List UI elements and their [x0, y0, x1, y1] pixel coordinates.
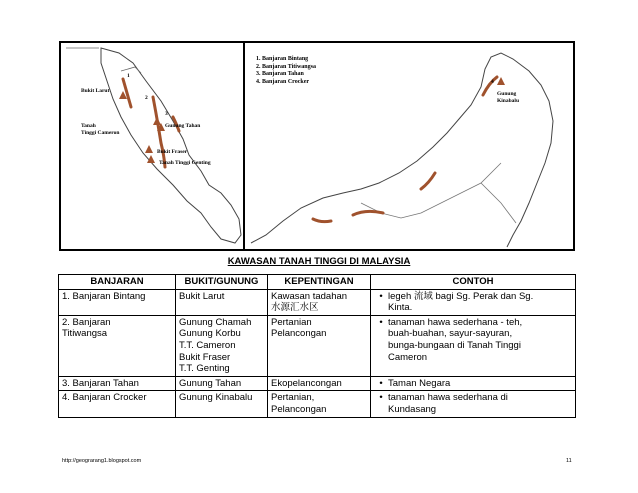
- label-tanah-tinggi-cameron: Tanah Tinggi Cameron: [81, 123, 120, 136]
- cell-contoh: • tanaman hawa sederhana di Kundasang: [371, 391, 576, 417]
- bullet-icon: •: [379, 377, 383, 389]
- cell-contoh: • tanaman hawa sederhana - teh, buah-buahan, sayur-sayuran, bunga-bungaan di Tanah Tinggi Cameron: [371, 315, 576, 376]
- footer-url[interactable]: http://geograrang1.blogspot.com: [62, 458, 142, 464]
- table-row: [59, 289, 576, 315]
- label-gunung-tahan: Gunung Tahan: [165, 123, 201, 129]
- bullet-icon: •: [379, 290, 383, 302]
- label-tanah-tinggi-genting: Tanah Tinggi Genting: [159, 160, 211, 166]
- cell-bukit: Gunung Kinabalu: [176, 391, 268, 417]
- map-figure: [59, 41, 575, 251]
- table-header-row: [59, 275, 576, 290]
- label-bukit-larut: Bukit Larut: [81, 88, 110, 94]
- page-number: 11: [566, 458, 572, 464]
- cell-banjaran: 2. Banjaran Titiwangsa: [59, 315, 176, 376]
- cell-contoh: • Taman Negara: [371, 376, 576, 391]
- cell-kepentingan: Pertanian Pelancongan: [268, 315, 371, 376]
- legend-item: 3. Banjaran Tahan: [256, 71, 304, 77]
- cell-kepentingan: Pertanian, Pelancongan: [268, 391, 371, 417]
- legend-item: 2. Banjaran Titiwangsa: [256, 63, 316, 70]
- range-number: 3: [165, 111, 168, 117]
- cell-contoh: • legeh 流域 bagi Sg. Perak dan Sg. Kinta.: [371, 289, 576, 315]
- legend-item: 4. Banjaran Crocker: [256, 78, 310, 85]
- table-row: [59, 315, 576, 376]
- bullet-icon: •: [379, 316, 383, 328]
- malaysia-map: [61, 43, 573, 249]
- table-row: [59, 391, 576, 417]
- cell-kepentingan: Kawasan tadahan 水源汇水区: [268, 289, 371, 315]
- highlands-table: [58, 274, 576, 418]
- header-contoh: CONTOH: [371, 275, 576, 290]
- cell-bukit: Bukit Larut: [176, 289, 268, 315]
- range-number: 4: [491, 79, 494, 85]
- legend-item: 1. Banjaran Bintang: [256, 56, 309, 62]
- range-number: 1: [127, 73, 130, 79]
- header-bukit-gunung: BUKIT/GUNUNG: [176, 275, 268, 290]
- header-kepentingan: KEPENTINGAN: [268, 275, 371, 290]
- range-number: 2: [145, 95, 148, 101]
- map-legend: [256, 56, 316, 86]
- cell-bukit: Gunung Tahan: [176, 376, 268, 391]
- map-divider: [243, 43, 245, 249]
- figure-caption: KAWASAN TANAH TINGGI DI MALAYSIA: [227, 256, 411, 267]
- peninsular-outline: [101, 48, 241, 243]
- cell-banjaran: 1. Banjaran Bintang: [59, 289, 176, 315]
- cell-kepentingan: Ekopelancongan: [268, 376, 371, 391]
- cell-banjaran: 4. Banjaran Crocker: [59, 391, 176, 417]
- table-row: [59, 376, 576, 391]
- label-gunung-kinabalu: Gunung Kinabalu: [497, 91, 520, 104]
- bullet-icon: •: [379, 392, 383, 404]
- header-banjaran: BANJARAN: [59, 275, 176, 290]
- label-bukit-fraser: Bukit Fraser: [157, 149, 188, 155]
- cell-banjaran: 3. Banjaran Tahan: [59, 376, 176, 391]
- cell-bukit: Gunung Chamah Gunung Korbu T.T. Cameron Bukit Fraser T.T. Genting: [176, 315, 268, 376]
